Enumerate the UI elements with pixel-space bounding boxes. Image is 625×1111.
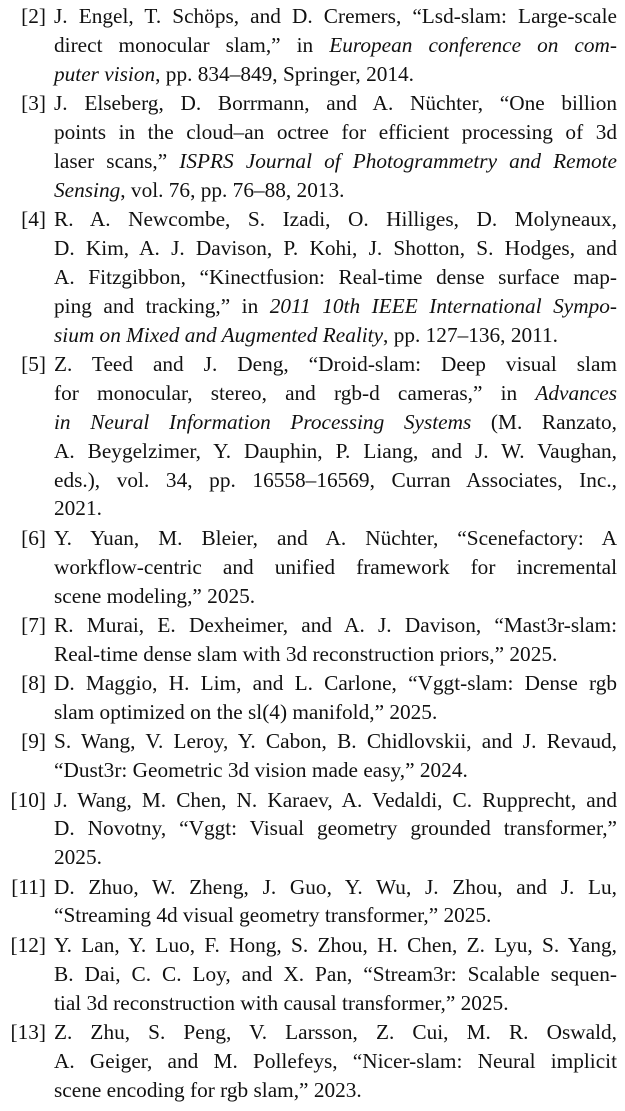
- reference-text: [54, 2, 617, 89]
- reference-line: [54, 989, 617, 1018]
- reference-line: [54, 234, 617, 263]
- reference-venue-text: puter vision: [54, 61, 156, 86]
- reference-line-text: R. Murai, E. Dexheimer, and A. J. Davison, “Mast3r-slam:: [54, 612, 617, 637]
- reference-venue-text: Sensing: [54, 177, 121, 202]
- reference-line: [54, 379, 617, 408]
- reference-line-text: J. Engel, T. Schöps, and D. Cremers, “Lsd-slam: Large-scale: [54, 4, 617, 28]
- reference-line-text: points in the cloud–an octree for efficient processing of 3d: [54, 119, 617, 144]
- reference-line: [54, 843, 617, 872]
- reference-line: [54, 814, 617, 843]
- reference-line: [54, 292, 617, 321]
- reference-number: [3]: [21, 91, 46, 116]
- reference-line: [54, 786, 617, 815]
- reference-venue-text: ISPRS Journal of Photogrammetry and Remote: [179, 148, 617, 173]
- reference-number: [10]: [10, 787, 46, 812]
- reference-number: [12]: [10, 932, 46, 957]
- reference-line-text: eds.), vol. 34, pp. 16558–16569, Curran Associates, Inc.,: [54, 467, 617, 492]
- reference-line: [54, 408, 617, 437]
- reference-text: [54, 350, 617, 523]
- reference-line-text: J. Wang, M. Chen, N. Karaev, A. Vedaldi, C. Rupprecht, and: [54, 787, 617, 812]
- reference-line-text: Y. Lan, Y. Luo, F. Hong, S. Zhou, H. Chen, Z. Lyu, S. Yang,: [54, 932, 617, 957]
- reference-line-text: Real-time dense slam with 3d reconstruction priors,” 2025.: [54, 641, 558, 666]
- reference-text: [54, 524, 617, 611]
- reference-line: [54, 147, 617, 176]
- reference-number: [11]: [11, 874, 46, 899]
- reference-line-text: D. Novotny, “Vggt: Visual geometry grounded transformer,”: [54, 816, 617, 841]
- reference-venue-text: European conference on com-: [329, 32, 617, 57]
- reference-number: [6]: [21, 525, 46, 550]
- reference-line-text: Z. Teed and J. Deng, “Droid-slam: Deep visual slam: [54, 352, 617, 376]
- reference-line-text: , pp. 834–849, Springer, 2014.: [155, 61, 414, 86]
- reference-line: [54, 756, 617, 785]
- reference-line: [54, 89, 617, 118]
- reference-venue-text: sium on Mixed and Augmented Reality: [54, 322, 384, 347]
- reference-line: [54, 582, 617, 611]
- reference-line: [54, 494, 617, 523]
- reference-line: [54, 2, 617, 31]
- reference-line-text: D. Maggio, H. Lim, and L. Carlone, “Vggt-slam: Dense rgb: [54, 671, 617, 696]
- reference-line-text: laser scans,”: [54, 148, 180, 173]
- reference-line-text: workflow-centric and unified framework for incremental: [54, 554, 617, 579]
- reference-line: [54, 466, 617, 495]
- reference-line: [54, 931, 617, 960]
- reference-line-text: , pp. 127–136, 2011.: [383, 322, 558, 347]
- reference-line-text: scene modeling,” 2025.: [54, 583, 256, 608]
- reference-line-text: “Streaming 4d visual geometry transformer,” 2025.: [54, 903, 492, 928]
- reference-line: [54, 1076, 617, 1105]
- reference-line: [54, 437, 617, 466]
- reference-line-text: R. A. Newcombe, S. Izadi, O. Hilliges, D. Molyneaux,: [54, 207, 617, 232]
- reference-line-text: scene encoding for rgb slam,” 2023.: [54, 1077, 362, 1102]
- reference-line-text: (M. Ranzato,: [471, 409, 617, 434]
- reference-text: [54, 669, 617, 727]
- reference-venue-text: 2011 10th IEEE International Sympo-: [269, 293, 617, 318]
- reference-line-text: A. Beygelzimer, Y. Dauphin, P. Liang, and J. W. Vaughan,: [54, 438, 617, 463]
- reference-line: [54, 321, 617, 350]
- reference-line: [54, 1047, 617, 1076]
- reference-line: [54, 350, 617, 379]
- reference-line: [54, 669, 617, 698]
- reference-line-text: B. Dai, C. C. Loy, and X. Pan, “Stream3r: Scalable sequen-: [54, 961, 617, 986]
- reference-line-text: J. Elseberg, D. Borrmann, and A. Nüchter, “One billion: [54, 91, 617, 116]
- reference-line: [54, 31, 617, 60]
- reference-number: [7]: [21, 612, 46, 637]
- reference-number: [8]: [21, 671, 46, 696]
- reference-line-text: slam optimized on the sl(4) manifold,” 2025.: [54, 699, 438, 724]
- reference-text: [54, 786, 617, 873]
- reference-line: [54, 901, 617, 930]
- reference-line-text: D. Zhuo, W. Zheng, J. Guo, Y. Wu, J. Zhou, and J. Lu,: [54, 874, 617, 899]
- reference-line-text: A. Geiger, and M. Pollefeys, “Nicer-slam: Neural implicit: [54, 1048, 617, 1073]
- reference-line: [54, 727, 617, 756]
- reference-line-text: tial 3d reconstruction with causal transformer,” 2025.: [54, 990, 509, 1015]
- reference-text: [54, 1018, 617, 1105]
- reference-line: [54, 698, 617, 727]
- reference-number: [2]: [21, 4, 46, 28]
- reference-line: [54, 640, 617, 669]
- reference-number: [4]: [21, 207, 46, 232]
- reference-line: [54, 118, 617, 147]
- reference-line-text: Y. Yuan, M. Bleier, and A. Nüchter, “Scenefactory: A: [54, 525, 617, 550]
- reference-line: [54, 553, 617, 582]
- reference-text: [54, 89, 617, 205]
- reference-line: [54, 524, 617, 553]
- reference-line: [54, 205, 617, 234]
- reference-line-text: A. Fitzgibbon, “Kinectfusion: Real-time dense surface map-: [54, 264, 617, 289]
- reference-line: [54, 960, 617, 989]
- reference-number: [5]: [21, 352, 46, 376]
- reference-line-text: 2021.: [54, 496, 102, 521]
- reference-line-text: direct monocular slam,” in: [54, 32, 330, 57]
- reference-line-text: S. Wang, V. Leroy, Y. Cabon, B. Chidlovskii, and J. Revaud,: [54, 729, 617, 754]
- reference-line-text: Z. Zhu, S. Peng, V. Larsson, Z. Cui, M. R. Oswald,: [54, 1019, 617, 1044]
- reference-line-text: ping and tracking,” in: [54, 293, 270, 318]
- reference-venue-text: Advances: [535, 380, 617, 405]
- reference-line: [54, 611, 617, 640]
- reference-number: [9]: [21, 729, 46, 754]
- reference-line: [54, 1018, 617, 1047]
- reference-line-text: “Dust3r: Geometric 3d vision made easy,” 2024.: [54, 758, 468, 783]
- reference-text: [54, 873, 617, 931]
- reference-line-text: , vol. 76, pp. 76–88, 2013.: [120, 177, 345, 202]
- reference-line: [54, 176, 617, 205]
- reference-line-text: D. Kim, A. J. Davison, P. Kohi, J. Shotton, S. Hodges, and: [54, 235, 617, 260]
- reference-line-text: 2025.: [54, 845, 102, 870]
- reference-number: [13]: [10, 1019, 46, 1044]
- reference-text: [54, 611, 617, 669]
- reference-line: [54, 263, 617, 292]
- reference-text: [54, 727, 617, 785]
- reference-text: [54, 205, 617, 349]
- reference-text: [54, 931, 617, 1018]
- reference-line: [54, 60, 617, 89]
- reference-venue-text: in Neural Information Processing Systems: [54, 409, 472, 434]
- reference-line: [54, 873, 617, 902]
- reference-line-text: for monocular, stereo, and rgb-d cameras,” in: [54, 380, 536, 405]
